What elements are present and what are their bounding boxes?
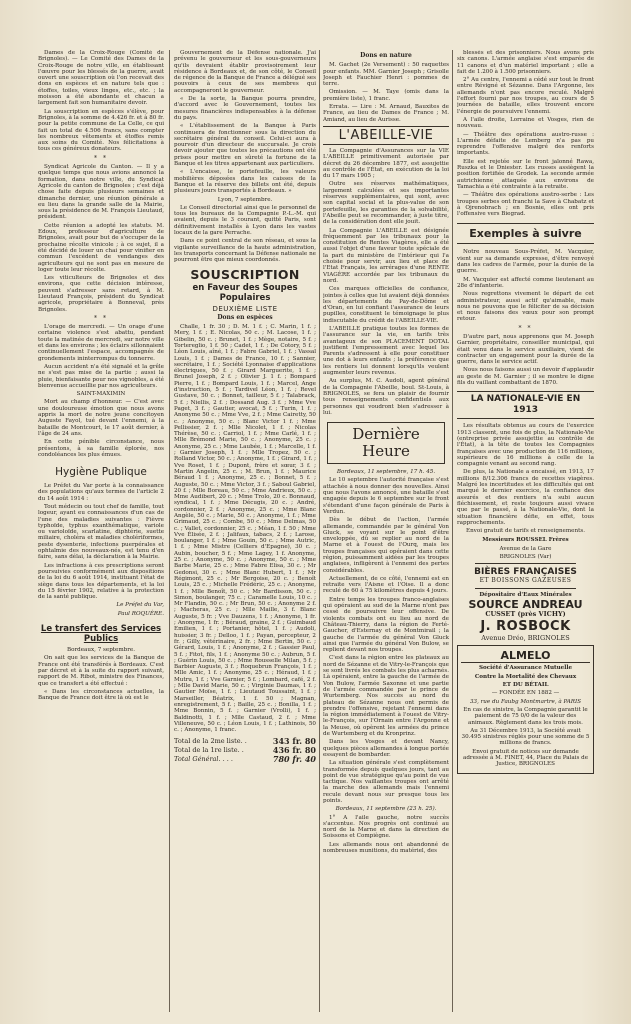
article-paragraph: Le 10 septembre l'autorité française s'est attachée à nous donner des nouvelles. Ainsi que nous l'avons annoncé, une bataille s'est engagée depuis le 6 septembre sur le front s'étendant d'une façon générale de Paris à Verdun. — [323, 477, 449, 515]
article-paragraph: Dans ce point central de son réseau, et sous la vigilante surveillance de la haute administration, les transports concernant la Défense nationale ne pourront être que mieux coordonnés. — [174, 238, 316, 264]
ad-almelo — [457, 645, 594, 773]
article-paragraph: Outre ses réserves mathématiques, largement calculées et ses importantes réserves supplémentaires, qui sont, avec son capital social et la plus-value de son portefeuille, les garanties de la solvabilité, l'Abeille peut se recommander, à juste titre, de la considération dont elle jouit. — [323, 181, 449, 226]
ad-almelo-line: 33, rue du Faubg Montmartre, à PARIS — [469, 698, 582, 705]
article-paragraph: La souscription en espèces s'élève, pour Brignoles, à la somme de 4.426 fr. et à 80 fr. pour la petite commune de La Celle, ce qui fait un total de 4.506 francs, sans compter les nombreux vêtements et étoffes remis aux soins du Comité. Nos félicitations à tous ces généreux donateurs. — [38, 108, 164, 153]
ad-almelo-line: ET DU BÉTAIL — [502, 682, 549, 689]
heading-dons-nature: Dons en nature — [360, 52, 412, 59]
article-paragraph: Les résultats obtenus au cours de l'exercice 1913 classent, une fois de plus, la Nationale-Vie (entreprise privée assujettie au contrôle de l'État), à la tête de toutes les Compagnies françaises avec une production de 116 millions, supérieure de 16 millions à celle de la compagnie venant au second rang. — [457, 423, 594, 468]
article-paragraph: — Théâtre des opérations austro-serbe : Les troupes serbes ont franchi la Save à Chabatz et à Ojrenobrach ; en Bosnie, elles ont pris l'offensive vers Biegrad. — [457, 192, 594, 218]
article-paragraph: Elle est rejetée sur le front jalonné Rawa, Ruszka et le Dniester. Les russes assiègent la position fortifiée de Grodek. La seconde armée autrichienne attaquée aux environs de Tamachia a été contrainte à la retraite. — [457, 158, 594, 190]
article-syndicat: Syndicat Agricole du Canton. — Il y a quelque temps que nous avions annoncé la formation, dans notre ville, du Syndicat Agricole du canton de Brignoles ; c'est déjà chose faite depuis plusieurs semaines et dimanche dernier, une réunion générale a eu lieu dans la grande salle de la Mairie, sous la présidence de M. François Lieutaud, président. — [38, 164, 164, 221]
article-paragraph: La Compagnie L'ABEILLE est désignée fréquemment par les tribunaux pour la constitution de Rentes Viagères, elle a été aussi l'objet d'une faveur toute spéciale de la part du ministère de l'intérieur qui l'a choisie pour servir, aux lieu et place de l'Etat Français, les arrérages d'une RENTE VIAGÈRE accordée par les tribunaux du nord. — [323, 227, 449, 284]
ad-roussel-address: Avenue de la Gare — [499, 545, 552, 552]
total-label: Total Général. . . . — [174, 755, 233, 764]
article-paragraph: Gouvernement de la Défense nationale. J'ai prévenu le gouverneur et les sous-gouverneurs qu'ils devraient établir provisoirement leur résidence à Bordeaux et, de son côté, le Conseil de régence de la Banque de France a délégué ses pouvoirs à ceux de ses membres qui accompagneront le gouverneur. — [174, 50, 316, 94]
article-paragraph: Le Conseil directorial ainsi que le personnel de tous les bureaux de la Compagnie P.-L.-M. qui avaient, depuis le 3 courant, quitté Paris, sont définitivement installés à Lyon dans les vastes locaux de la gare Perrache. — [174, 204, 316, 237]
dateline: Bordeaux, 7 septembre. — [67, 647, 135, 654]
article-paragraph: L'ABEILLE pratique toutes les formes de l'assurance sur la vie, en tarifs très avantageux de son PLACEMENT DOTAL justifient l'empressement avec lequel les Parents s'adressent à elle pour constituer une dot à leurs enfants ; la préférence que les rentiers lui donnent lorsqu'ils veulent augmenter leurs revenus. — [323, 325, 449, 377]
ad-almelo-title: ALMELO — [461, 649, 590, 663]
article-paragraph: M. Gachet (2e Versement) : 50 raquettes pour enfants. MM. Garnier Joseph ; Grisolle Joseph et Fauchier Henri : pommes de terre. — [323, 62, 449, 88]
heading-exemples: Exemples à suivre — [457, 223, 594, 244]
heading-nationale-vie: LA NATIONALE-VIE EN 1913 — [457, 391, 594, 419]
heading-hygiene: Hygiène Publique — [55, 466, 147, 479]
article-paragraph: De plus, la Nationale a encaissé, en 1913, 17 millions 8/12.306 francs de recettes viagères. Malgré les incertitudes et les difficultés qui ont marqué le dernier exercice, la confiance des assurés et des rentiers n'a subi aucun fléchissement, et reste toujours aussi vivace que par le passé, à la Nationale-Vie, dont la situation financière défie, en effet, tous rapprochements. — [457, 469, 594, 526]
place-heading: SAINT-MAXIMIN — [76, 391, 126, 398]
heading-souscription: SOUSCRIPTION — [190, 266, 300, 282]
ad-roussel-name: Messieurs ROUSSEL Frères — [482, 537, 569, 544]
ad-rosbock-name: J. ROSBOCK — [480, 619, 571, 635]
article-paragraph: Ces marques officielles de confiance, jointes à celles que lui avaient déjà données les départements du Pay-de-Dôme et d'Oran, en lui confiant l'assurance de leurs pupilles, constituent le témoignage le plus indiscutable du crédit de l'ABEILLE-VIE. — [323, 286, 449, 324]
column-1 — [38, 50, 164, 1016]
article-paragraph: En cette pénible circonstance, nous présentons, à sa famille éplorée, nos condoléances les plus émues. — [38, 439, 164, 458]
column-4 — [457, 50, 594, 1016]
total-value: 780 fr. 40 — [272, 754, 316, 765]
article-paragraph: A l'aile droite, Lorraine et Vosges, rien de nouveau. — [457, 116, 594, 130]
article-paragraph: D'autre part, nous apprenons que M. Joseph Garnier, propriétaire, conseiller municipal, qui était venu dans le service auxiliaire, vient de contracter un engagement pour la durée de la guerre, dans le service actif. — [457, 333, 594, 366]
article-paragraph: Entre temps les troupes franco-anglaises qui opéraient au sud de la Marne n'ont pas cessé de poursuivre leur offensive. De violents combats ont eu lieu au nord de Château-Thierry, dans la région de Ferté-Gaucher, d'Esternay et de Montmirail ; la gauche de l'armée du général Von Gluck ainsi que l'armée du général Von Bulow, se replient devant nos troupes. — [323, 596, 449, 654]
article-paragraph: Notre nouveau Sous-Préfet, M. Vacquier, vient sur sa demande expresse, d'être renvoyé dans les cadres de l'armée, pour la durée de la guerre. — [457, 249, 594, 275]
article-paragraph: Les allemands nous ont abandonné de nombreuses munitions, du matériel, des — [323, 841, 449, 855]
dateline: Lyon, 7 septembre. — [217, 196, 273, 203]
article-paragraph: Envoi gratuit de tarifs et renseignements. — [466, 528, 585, 535]
article-paragraph: blessés et des prisonniers. Nous avons pris six canons. L'armée anglaise s'est emparée de 11 canons et d'un matériel important ; elle a fait de 1.200 à 1.500 prisonniers. — [457, 50, 594, 75]
article-paragraph: Errata. — Lire : M. Arnaud, Bauxites de France, au lieu de Dames de France ; M. Amiand, au lieu de Aurisse. — [323, 104, 449, 123]
ad-almelo-line: En cas de sinistre, la Compagnie garantit le paiement de 75 0/0 de la valeur des animaux. Règlement dans les trois mois. — [463, 706, 588, 726]
article-paragraph: Dans les Vosges et devant Nancy, quelques pièces allemandes à longue portée essayent de bombarder. — [323, 739, 449, 758]
article-paragraph: « L'établissement de la Banque à Paris continuera de fonctionner sous la direction du secrétaire général du conseil. Celui-ci aura à pourvoir d'un directeur de succursale. Je crois devoir ajouter que toutes les précautions ont été prises pour mettre en sûreté la fortune de la Banque et les titres appartenant aux particuliers. — [174, 123, 316, 168]
article-paragraph: On sait que les services de la Banque de France ont été transférés à Bordeaux. C'est par décret et à la suite du rapport suivant, rapport de M. Ribot, ministre des Finances, que ce transfert a été effectué : — [38, 655, 164, 687]
separator-stars: * * — [94, 314, 108, 322]
divider — [475, 588, 576, 589]
article-orage: L'orage de mercredi. — Un orage d'une certaine violence s'est abattu, pendant toute la matinée de mercredi, sur notre ville et dans les environs ; les éclairs sillonnaient continuellement l'espace, accompagnés de grondements ininterrompus du tonnerre. — [38, 324, 164, 362]
article-paragraph: « De la sorte, la Banque pourra prendre, d'accord avec le Gouvernement, toutes les mesures financières indispensables à la défense du pays. — [174, 96, 316, 121]
article-croix-rouge: Dames de la Croix-Rouge (Comité de Brignoles). — Le Comité des Dames de la Croix-Rouge de notre ville, en établissant l'œuvre pour les blessés de la guerre, avait ouvert une souscription où l'on recevait des dons en espèces et en nature tels que : étoffes, toiles, vieux linges, etc., etc. ; la moisson a été abondante et chacun a largement fait son humanitaire devoir. — [38, 50, 164, 107]
total-value: 343 fr. 80 — [272, 736, 316, 747]
ad-bieres-depositaire: Dépositaire d'Eaux Minérales — [479, 591, 572, 598]
article-paragraph: Les viticulteurs de Brignoles et des environs, que cette décision intéresse, peuvent s'adresser sans retard, à M. Lieutaud François, président du Syndicat agricole, propriétaire à Bonneval, près Brignoles. — [38, 275, 164, 313]
article-paragraph: 1° A l'aile gauche, notre succès s'accentue. Nos progrès ont continué au nord de la Marne et dans la direction de Soissons et Compiègne. — [323, 814, 449, 840]
article-paragraph: M. Vacquier est affecté comme lieutenant au 28e d'infanterie. — [457, 276, 594, 289]
article-paragraph: — Théâtre des opérations austro-russe : L'armée défaite de Lemberg n'a pas pu reprendre l'offensive malgré des renforts importants. — [457, 131, 594, 157]
heading-dons-especes: Dons en espèces — [217, 313, 273, 321]
dateline: Bordeaux, 11 septembre (23 h. 25). — [335, 806, 437, 813]
article-paragraph: Au surplus, M. C. Audoli, agent général de la Compagnie l'Abeille, boul. St-Louis, à BRIGNOLES, se fera un plaisir de fournir tous renseignements confidentiels aux personnes qui voudront bien s'adresser à lui. — [323, 378, 449, 416]
ad-roussel-city: BRIGNOLES (Var) — [499, 554, 552, 560]
article-paragraph: Nous nous faisons aussi un devoir d'applaudir au geste de M. Garnier ; il se montre le digne fils du vaillant combattant de 1870. — [457, 367, 594, 387]
article-paragraph: Le Préfet du Var porte à la connaissance des populations qu'aux termes de l'article 2 du 14 août 1914 : — [38, 483, 164, 502]
column-rule — [169, 50, 170, 1012]
article-mort: Mort au champ d'honneur. — C'est avec une douloureuse émotion que nous avons appris la mort de notre jeune concitoyen Auguste Fayol, tué devant l'ennemi, à la bataille de Montcourt, le 17 août dernier, à l'âge de 24 ans. — [38, 399, 164, 437]
article-paragraph: « Dans les circonstances actuelles, la Banque de France doit être là où est le — [38, 688, 164, 702]
heading-transfert: Le transfert des Services Publics — [40, 624, 162, 645]
heading-derniere-heure: Dernière Heure — [327, 422, 445, 464]
heading-deuxieme-liste: DEUXIÈME LISTE — [212, 304, 278, 313]
ad-bieres-title: BIÈRES FRANÇAISES — [474, 567, 577, 578]
article-paragraph: Nous regrettons vivement le départ de cet administrateur, aussi actif qu'aimable, mais nous ne pouvons que le féliciter de sa décision et nous faisons des vœux pour son prompt retour. — [457, 291, 594, 323]
subheading-soupes: en Faveur des Soupes Populaires — [192, 282, 298, 303]
total-label: Total de la 2me liste. . — [174, 737, 247, 746]
ad-almelo-line: Envoi gratuit de notices sur demande adressée à M. FINET, 44, Place du Palais de Justice, BRIGNOLES — [462, 748, 588, 768]
signature-name: Paul ROQUÈRE. — [117, 610, 164, 617]
total-value: 436 fr. 80 — [272, 745, 316, 756]
signature-title: Le Préfet du Var, — [116, 602, 164, 609]
ad-bieres-sub: ET BOISSONS GAZEUSES — [479, 577, 572, 585]
ad-almelo-line: — FONDÉE EN 1882 — — [491, 690, 560, 697]
ad-source-andreau: SOURCE ANDREAU — [468, 597, 583, 611]
separator-stars: * * — [94, 154, 108, 162]
donor-list: Challe, 1 fr. 30 ; D. M. 1 f. ; C. Marin, 1 f. ; Mery, 1 f. ; E. Nicolas, 50 c. ; M. Lacose, 1 f. ; Gibelin, 50 c. ; Brunet, 1 f. ; Mège, notaire, 5 f. ; Tortereglio, 1 f. 50 ; Cadet, 1 f. ; De Cotory, 5 f. ; Léon Louis, aîné, 1 f. ; Fabre Gabriel, 1 f. ; Vassal Louis, 1 f. ; Dames de France, 10 f. ; Sannier, secrétaire, 1 f. ; Société Lyonnaise d'applications électriques, 50 f. ; Girard Marguerite, 1 f. ; Brunel Joseph, 2 f. ; Olivier J. 1 f. ; Bompard Pierre, 1 f. ; Bompard Louis, 1 f. ; Marcel, Ange d'instruction, 5 f. ; Tardivel Léon, 1 f. ; Revel Gustave, 50 c. ; Bonnet, tailleur, 5 f. ; Talabrack, 5 f. ; Niellis, 2 f. ; Dossand Aug. 3 f. ; Mme Vve Paget, 3 f. ; Gautier, avocat, 5 f. ; Turin, 1 f. ; Anonyme 50 c. ; Mme Vve, 2 f. ; Mme Cairetty, 50 c. ; Anonyme, 50 c. ; Blanc Victor 1 f. ; Mme Pellissier, 2 f. ; Mlle Nicolet, 1 f. ; Nicolas Thérèse, 50 c. ; Carriol, 1 f. ; Mme Carlé, 1 f. ; Mlle Brémond Marie, 50 c. ; Anonyme, 25 c. ; Anonyme, 25 c. ; Mme Laubée, 1 f. ; Marcelle, 1 f. ; Garnier Joseph, 1 f. ; Mlle Tropez, 50 c. ; Rolland Victor, 50 c. ; Anonyme, 1 f. ; Girard, 1 f. ; Vve Roset, 1 f. ; Dupont, frère et sœur, 3 f. ; Martin Angelin, 25 c. ; M. Brun, 1 f. ; Maurice Béraud 1 f. ; Anonyme, 25 c. ; Bonnet, 5 f. ; Auguste, 50 c. ; Mme Victor, 3 f. ; Saboul Gabriel, 20 f. ; Mlle Boreau, 50 c. ; Mme Andrieux, 50 c. ; Mme Audibert, 20 c. ; Mme Trolo, 20 c. Bonnaud, syndical, 1 f. ; Mme Décugis, 20 c. ; André, cordonnier, 2 f. ; Anonyme, 25 c. ; Mme Blanc Angèle, 50 c. ; Marie, 50 c. ; Anonyme, 1 f. ; Mme Grimaud, 25 c. ; Combe, 50 c. ; Mme Delmas, 50 c. ; Vallet, cordonnier, 25 c. ; Méan, 1 f. 50 ; Mme Vve Élisée, 2 f. ; Jalifaux, tabacs, 2 f. ; Larose, boulanger, 1 f. ; Mme Gouin, 50 c. ; Mme Autric, 1 f. ; Mme Mistre (Celliers d'Epagne), 30 c. ; Aubin, boucher, 5 f. ; Mme Lagey, 1 f. Anonyme, 25 c. ; Anonyme, 50 c. ; Anonyme, 50 c. ; Mme Barbe Marie, 25 c. ; Mme Fabre Elisa, 30 c. ; Mr Gedonsi, 30 c. ; Mme Blanc Hubert, 1 f. ; Mr Régimont, 25 c. ; Mr Bergoise, 20 c. ; Benoît Louis, 25 c. ; Michelle Frédéric, 25 c. ; Anonyme, 1 f. ; Mlle Benoît, 50 c. ; Mr Bardisson, 50 c. ; Simon, boulanger, 75 c. ; Caramelle Louis, 10 c. ; Mr Flandin, 50 c. ; Mr Brun, 50 c. ; Anonyme 2 f. ; Macheras, 25 c. ; Mlle Maille, 3 f. Blanc Auguste, 5 fr. ; Vve Dauzens, 1 f. ; Anonyme, 1 fr. ; Anonyme, 1 fr. ; Béraud, graine, 2 f. ; Guimbaud Emilien, 1 f. ; Portanier, hôtel, 1 f. ; Audoli, huissier, 3 fr. ; Delloo, 1 f. ; Payan, percepteur, 2 fr. ; Gilly, vétérinaire, 2 fr. ; Mme Bertin, 50 c. ; Gérard, Louis, 1 f. ; Anonyme, 2 f. ; Gassier Paul, 5 f. ; Fitot, fils, 1 f. ; Anonyme 50 c. ; Aubrun, 5 f. ; Guérin Louis, 50 c. ; Mme Rousselle Milan, 5 f. ; Barbier Auguste, 3 f. ; Roquebrun François, 1 f. ; Mlle Amic, 1 f. ; Anonyme, 25 c. ; Héraud, 1 f. ; Mutru, 1 f. ; Vve Garnier, 5 f. ; Lombard, café, 2 f. ; Mlle David Marie, 50 c. ; Virginie Daumas, 1 f. ; Gautier Moïse, 1 f. ; Lieutaud Toussaint, 1 f. ; Marseiller, Béatrix, 1 f. 50 ; Magnan, enregistrement, 5 f. ; Baille, 25 c. ; Bonilla, 1 f. ; Mme Bonnin, 5 f. ; Garnier (Vrolli), 1 f. ; Baldinotti, 1 f. ; Mlle Castaud, 2 f. ; Mme Villeneuve, 50 c. ; Léon Louis, 1 f. ; Lathinois, 50 c. ; Anonyme, 1 franc. — [174, 324, 316, 734]
article-paragraph: Aucun accident n'a été signalé et la grêle ne s'est pas mise de la partie ; aussi la pluie, bienfaisante pour nos vignobles, a été bienvenue accueillie par nos agriculteurs. — [38, 363, 164, 389]
ad-cusset: CUSSET (près VICHY) — [485, 609, 566, 618]
column-2 — [174, 50, 316, 1016]
ad-almelo-line: Société d'Assurance Mutuelle — [478, 665, 573, 672]
ad-rosbock-address: Avenue Dréo, BRIGNOLES — [481, 634, 570, 643]
dateline: Bordeaux, 11 septembre, 17 h. 45. — [336, 469, 436, 476]
article-paragraph: Dès le début de l'action, l'armée allemande, commandée par le général Von Gluck, se voyant sur le point d'être enveloppée, dû se replier au nord de la Marne et à l'ouest de l'Ourq, mais les troupes françaises qui opéraient dans cette région, puissamment aidées par les troupes anglaises, infligèrent à l'ennemi des pertes considérables. — [323, 517, 449, 574]
ad-almelo-line: Au 31 Décembre 1913, la Société avait 30.495 sinistres réglés pour une somme de 5 millions de francs. — [461, 727, 590, 747]
article-paragraph: « L'encaisse, le portefeuille, les valeurs mobilières déposées dans les caisses de la Banque et la réserve des billets ont été, depuis plusieurs jours transportés à Bordeaux. » — [174, 169, 316, 195]
article-paragraph: Les infractions à ces prescriptions seront poursuivies conformément aux dispositions de la loi du 6 août 1914, instituant l'état de siège dans tous les départements, et la loi du 15 février 1902, relative à la protection de la santé publique. — [38, 562, 164, 601]
divider — [475, 563, 576, 564]
ad-almelo-line: Contre la Mortalité des Chevaux — [474, 673, 577, 680]
ad-bieres — [457, 567, 594, 641]
column-rule — [452, 50, 453, 1012]
article-paragraph: C'est dans la région entre les plateaux au nord de Sézanne et de Vitry-le-François que se sont livrés les combats les plus acharnés. Là opéraient, entre la gauche de l'armée de Von Bulow, l'armée Saxonne et une partie de l'armée commandée par le prince de Wurtemberg. Nos succès au nord du plateau de Sézanne nous ont permis de prendre l'offensive, rejetant l'ennemi dans la région immédiatement à l'ouest de Vitry-le-François, sur l'Ornain entre l'Argonne et la Meuse, où opèrent les armées du prince de Wurtemberg et du Kronprinz. — [323, 655, 449, 738]
article-paragraph: Actuellement, de ce côté, l'ennemi est en retraite vers l'Aisne et l'Oise. Il a donc reculé de 60 à 75 kilomètres depuis 4 jours. — [323, 575, 449, 595]
article-paragraph: Tout médecin ou tout chef de famille, tout logeur, ayant eu connaissances d'un cas de l'une des maladies suivantes : Fièvre typhoïde, typhus exanthématique, variole ou varioloïde, scarlatine, diphtérie, suette miliaire, choléra et maladies cholériformes, peste dysenterie, infections puerpérales et ophtalmie des nouveaux-nés, est tenu d'en faire, sans délai, la déclaration à la Mairie. — [38, 504, 164, 561]
column-3 — [323, 50, 449, 1016]
separator-stars: * * — [518, 324, 533, 332]
article-paragraph: Omission. — M. Taye (omis dans la première liste), 1 franc. — [323, 89, 449, 102]
totals-block — [174, 737, 316, 764]
article-paragraph: Cette réunion a adopté les statuts. M. Edoux, professeur d'agriculture de Brignoles, avait pour but de s'occuper de la prochaine récolte vinicole ; à ce sujet, il a été décidé de louer un chai pour vinifier en commun l'excédent de vendanges des agriculteurs qui ne sont pas en mesure de loger toute leur récolte. — [38, 222, 164, 273]
article-paragraph: La Compagnie d'Assurances sur la VIE L'ABEILLE primitivement autorisée par décret du 26 décembre 1877, est assujettie au contrôle de l'État, en exécution de la loi du 17 mars 1905 ; — [323, 147, 449, 180]
heading-abeille: L'ABEILLE-VIE — [323, 126, 449, 145]
total-label: Total de la 1re liste. . — [174, 746, 244, 755]
article-paragraph: La situation générale s'est complètement transformée depuis quelques jours, tant au point de vue stratégique qu'au point de vue tactique. Nos vaillantes troupes ont arrêté la marche des allemands mais l'ennemi recule devant nous sur presque tous les points. — [323, 760, 449, 804]
article-paragraph: 2° Au centre, l'ennemi a cédé sur tout le front entre Révigné et Sézanne. Dans l'Argonne, les allemands n'ont pas encore reculé. Malgré l'effort fourni par nos troupes, au cours de 5 journées de bataille, elles trouvent encore l'énergie de poursuivre l'ennemi. — [457, 77, 594, 115]
column-rule — [319, 50, 320, 1012]
